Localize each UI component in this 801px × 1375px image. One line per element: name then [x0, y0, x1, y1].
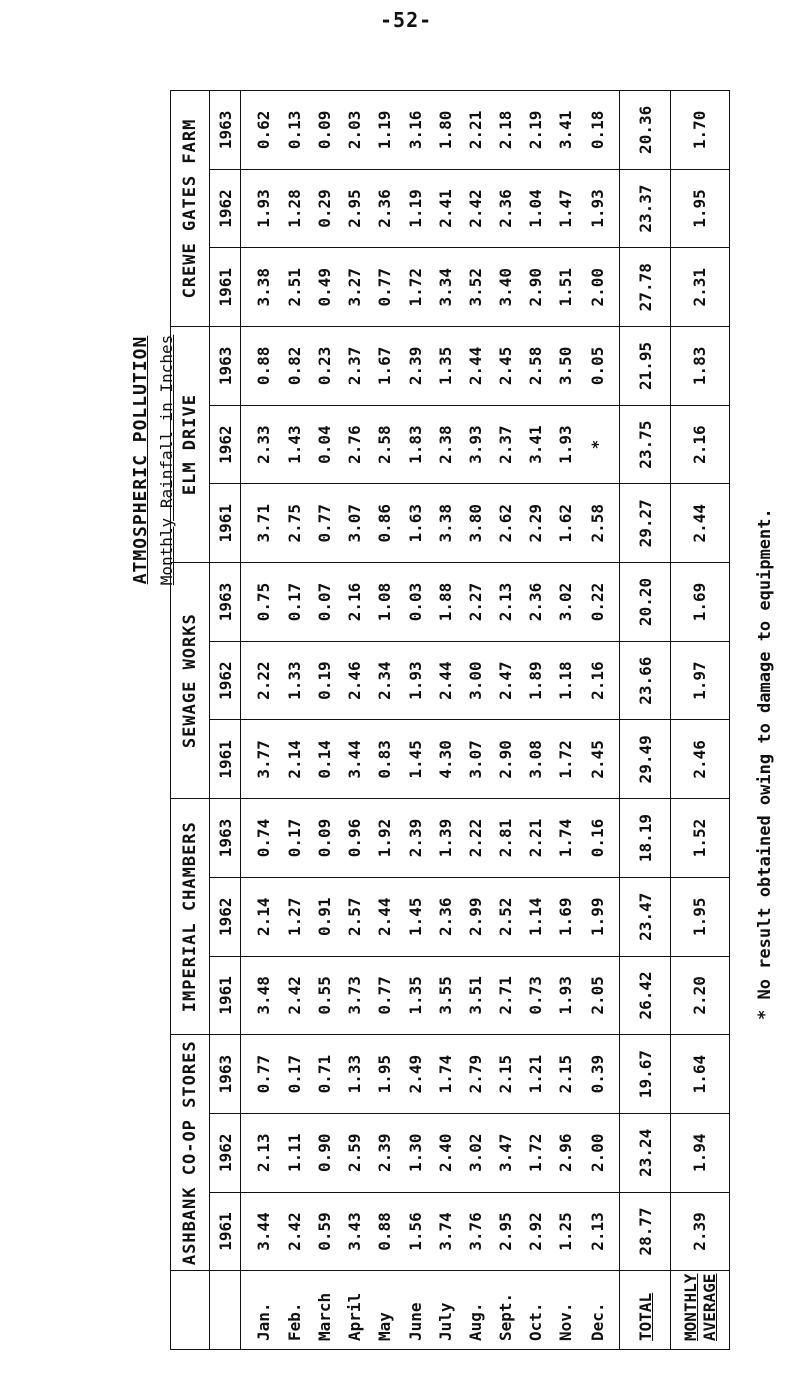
rainfall-cell: 2.21	[460, 91, 490, 170]
total-row	[620, 91, 671, 1350]
rainfall-cell: 3.07	[460, 720, 490, 799]
rainfall-cell: 0.17	[280, 563, 310, 642]
rainfall-cell: 2.81	[490, 799, 520, 878]
station-header: ASHBANK CO-OP STORES	[171, 1035, 210, 1271]
rainfall-cell: 3.93	[460, 405, 490, 484]
rainfall-cell: 2.38	[430, 405, 460, 484]
total-cell: 20.36	[620, 91, 671, 170]
rainfall-cell: 2.52	[490, 877, 520, 956]
rainfall-cell: 3.40	[490, 248, 520, 327]
table-row	[370, 91, 400, 1350]
rainfall-cell: 2.36	[490, 169, 520, 248]
rainfall-cell: 2.41	[430, 169, 460, 248]
table-row	[551, 91, 581, 1350]
rainfall-cell: 2.36	[430, 877, 460, 956]
rainfall-cell: 2.51	[280, 248, 310, 327]
table-row	[460, 91, 490, 1350]
rainfall-cell: 1.99	[581, 877, 620, 956]
rainfall-cell: 0.23	[310, 327, 340, 406]
monthly-average-cell: 1.95	[670, 877, 729, 956]
rainfall-cell: 1.43	[280, 405, 310, 484]
monthly-average-cell: 2.20	[670, 956, 729, 1035]
rainfall-cell: 0.88	[241, 327, 280, 406]
rainfall-cell: 1.72	[400, 248, 430, 327]
monthly-average-cell: 1.83	[670, 327, 729, 406]
rainfall-cell: 0.71	[310, 1035, 340, 1114]
rainfall-cell: 2.22	[460, 799, 490, 878]
rainfall-cell: 0.91	[310, 877, 340, 956]
table-row	[241, 91, 280, 1350]
month-label: June	[400, 1271, 430, 1350]
rainfall-cell: 1.14	[521, 877, 551, 956]
rainfall-cell: 1.72	[521, 1113, 551, 1192]
rainfall-cell: 2.90	[521, 248, 551, 327]
rainfall-cell: 2.37	[490, 405, 520, 484]
rainfall-cell: 3.71	[241, 484, 280, 563]
rainfall-cell: 0.86	[370, 484, 400, 563]
rainfall-table	[170, 90, 730, 1350]
rainfall-cell: 0.17	[280, 799, 310, 878]
total-cell: 21.95	[620, 327, 671, 406]
rainfall-cell: 2.45	[581, 720, 620, 799]
table-row	[400, 91, 430, 1350]
rainfall-cell: 3.08	[521, 720, 551, 799]
rainfall-cell: 0.96	[340, 799, 370, 878]
station-header: ELM DRIVE	[171, 327, 210, 563]
rainfall-cell: 3.76	[460, 1192, 490, 1271]
rainfall-cell: 3.44	[241, 1192, 280, 1271]
rainfall-cell: 2.03	[340, 91, 370, 170]
rainfall-cell: 1.93	[551, 405, 581, 484]
rainfall-cell: 0.77	[241, 1035, 280, 1114]
rainfall-cell: 3.27	[340, 248, 370, 327]
rainfall-cell: 1.69	[551, 877, 581, 956]
rainfall-cell: 2.57	[340, 877, 370, 956]
total-cell: 19.67	[620, 1035, 671, 1114]
rainfall-cell: 1.19	[370, 91, 400, 170]
month-label: Feb.	[280, 1271, 310, 1350]
rainfall-cell: 0.18	[581, 91, 620, 170]
rainfall-table-container	[170, 90, 730, 1350]
rainfall-cell: 1.72	[551, 720, 581, 799]
monthly-average-cell: 2.44	[670, 484, 729, 563]
rainfall-cell: 2.15	[490, 1035, 520, 1114]
rainfall-cell: 1.08	[370, 563, 400, 642]
rainfall-cell: 1.45	[400, 877, 430, 956]
rainfall-cell: 2.42	[280, 1192, 310, 1271]
rainfall-cell: 2.13	[241, 1113, 280, 1192]
rainfall-cell: 1.88	[430, 563, 460, 642]
rainfall-cell: 0.09	[310, 91, 340, 170]
rainfall-cell: 1.35	[400, 956, 430, 1035]
table-row	[490, 91, 520, 1350]
month-label: Nov.	[551, 1271, 581, 1350]
rainfall-cell: 3.74	[430, 1192, 460, 1271]
rainfall-cell: 2.39	[400, 799, 430, 878]
rainfall-cell: 3.34	[430, 248, 460, 327]
table-row	[280, 91, 310, 1350]
rainfall-cell: 0.90	[310, 1113, 340, 1192]
rainfall-cell: 2.96	[551, 1113, 581, 1192]
rainfall-cell: 3.38	[430, 484, 460, 563]
station-header: CREWE GATES FARM	[171, 91, 210, 327]
station-header: IMPERIAL CHAMBERS	[171, 799, 210, 1035]
rainfall-cell: 2.39	[370, 1113, 400, 1192]
rainfall-cell: 3.02	[551, 563, 581, 642]
corner-cell	[210, 1271, 241, 1350]
rainfall-cell: 0.82	[280, 327, 310, 406]
table-row	[521, 91, 551, 1350]
rainfall-cell: 2.36	[370, 169, 400, 248]
total-cell: 29.27	[620, 484, 671, 563]
rainfall-cell: 0.74	[241, 799, 280, 878]
rainfall-cell: 3.38	[241, 248, 280, 327]
rainfall-cell: 2.42	[280, 956, 310, 1035]
year-header: 1963	[210, 1035, 241, 1114]
rainfall-cell: 1.33	[280, 641, 310, 720]
monthly-average-cell: 1.52	[670, 799, 729, 878]
rainfall-cell: 1.18	[551, 641, 581, 720]
rainfall-cell: 1.33	[340, 1035, 370, 1114]
page-number: -52-	[380, 8, 433, 32]
rainfall-cell: 2.21	[521, 799, 551, 878]
rainfall-cell: 1.21	[521, 1035, 551, 1114]
rainfall-cell: 3.55	[430, 956, 460, 1035]
rainfall-cell: 2.16	[340, 563, 370, 642]
rainfall-cell: 2.44	[460, 327, 490, 406]
rainfall-cell: 0.73	[521, 956, 551, 1035]
rainfall-cell: 2.40	[430, 1113, 460, 1192]
rainfall-cell: 2.71	[490, 956, 520, 1035]
year-header: 1962	[210, 641, 241, 720]
year-header: 1963	[210, 91, 241, 170]
rainfall-cell: 2.44	[430, 641, 460, 720]
rainfall-cell: 2.18	[490, 91, 520, 170]
year-header: 1963	[210, 563, 241, 642]
rainfall-cell: 2.45	[490, 327, 520, 406]
rainfall-cell: 2.14	[280, 720, 310, 799]
station-header: SEWAGE WORKS	[171, 563, 210, 799]
monthly-average-cell: 2.31	[670, 248, 729, 327]
rainfall-cell: 3.73	[340, 956, 370, 1035]
month-label: Aug.	[460, 1271, 490, 1350]
rainfall-cell: 2.19	[521, 91, 551, 170]
rainfall-cell: 1.04	[521, 169, 551, 248]
rainfall-cell: 2.95	[490, 1192, 520, 1271]
rainfall-cell: 2.14	[241, 877, 280, 956]
rainfall-cell: 0.07	[310, 563, 340, 642]
rainfall-cell: 1.93	[400, 641, 430, 720]
rainfall-cell: 1.74	[551, 799, 581, 878]
rainfall-cell: 0.22	[581, 563, 620, 642]
monthly-average-cell: 2.46	[670, 720, 729, 799]
year-header: 1961	[210, 956, 241, 1035]
month-label: May	[370, 1271, 400, 1350]
total-cell: 23.66	[620, 641, 671, 720]
rainfall-cell: 1.30	[400, 1113, 430, 1192]
rainfall-cell: 2.99	[460, 877, 490, 956]
month-label: March	[310, 1271, 340, 1350]
total-cell: 27.78	[620, 248, 671, 327]
rainfall-cell: 2.76	[340, 405, 370, 484]
monthly-average-cell: 1.94	[670, 1113, 729, 1192]
rainfall-cell: 2.36	[521, 563, 551, 642]
rainfall-cell: 2.15	[551, 1035, 581, 1114]
rainfall-cell: 0.03	[400, 563, 430, 642]
rainfall-cell: 0.77	[370, 248, 400, 327]
rainfall-cell: 0.83	[370, 720, 400, 799]
rainfall-cell: 2.27	[460, 563, 490, 642]
rainfall-cell: 2.44	[370, 877, 400, 956]
rainfall-cell: 0.55	[310, 956, 340, 1035]
rainfall-cell: 2.42	[460, 169, 490, 248]
monthly-average-cell: 2.39	[670, 1192, 729, 1271]
rainfall-cell: 0.62	[241, 91, 280, 170]
month-label: July	[430, 1271, 460, 1350]
rainfall-cell: 0.77	[310, 484, 340, 563]
table-row	[340, 91, 370, 1350]
rainfall-cell: 2.37	[340, 327, 370, 406]
rainfall-cell: 2.13	[490, 563, 520, 642]
rainfall-cell: 1.62	[551, 484, 581, 563]
rainfall-cell: 1.89	[521, 641, 551, 720]
monthly-average-cell: 1.70	[670, 91, 729, 170]
rainfall-cell: 2.79	[460, 1035, 490, 1114]
total-cell: 20.20	[620, 563, 671, 642]
rainfall-cell: 3.16	[400, 91, 430, 170]
rainfall-cell: 0.77	[370, 956, 400, 1035]
year-header: 1962	[210, 877, 241, 956]
rainfall-cell: 3.52	[460, 248, 490, 327]
total-cell: 23.47	[620, 877, 671, 956]
rainfall-cell: 2.05	[581, 956, 620, 1035]
total-cell: 26.42	[620, 956, 671, 1035]
rainfall-cell: 2.59	[340, 1113, 370, 1192]
rainfall-cell: 1.67	[370, 327, 400, 406]
rainfall-cell: *	[581, 405, 620, 484]
rainfall-cell: 3.43	[340, 1192, 370, 1271]
year-header: 1961	[210, 248, 241, 327]
rainfall-cell: 3.44	[340, 720, 370, 799]
year-header: 1963	[210, 799, 241, 878]
rainfall-cell: 1.95	[370, 1035, 400, 1114]
year-header: 1962	[210, 1113, 241, 1192]
year-header: 1962	[210, 169, 241, 248]
rainfall-cell: 1.19	[400, 169, 430, 248]
rainfall-cell: 3.80	[460, 484, 490, 563]
rainfall-cell: 0.05	[581, 327, 620, 406]
year-header: 1963	[210, 327, 241, 406]
rainfall-cell: 1.25	[551, 1192, 581, 1271]
monthly-average-cell: 1.69	[670, 563, 729, 642]
total-cell: 23.37	[620, 169, 671, 248]
rainfall-cell: 2.13	[581, 1192, 620, 1271]
rainfall-cell: 3.77	[241, 720, 280, 799]
rainfall-cell: 2.95	[340, 169, 370, 248]
table-row	[581, 91, 620, 1350]
rainfall-cell: 1.63	[400, 484, 430, 563]
total-cell: 23.75	[620, 405, 671, 484]
rainfall-cell: 2.33	[241, 405, 280, 484]
monthly-average-cell: 1.64	[670, 1035, 729, 1114]
rainfall-cell: 1.45	[400, 720, 430, 799]
month-label: Oct.	[521, 1271, 551, 1350]
rainfall-cell: 0.14	[310, 720, 340, 799]
rainfall-cell: 1.74	[430, 1035, 460, 1114]
rainfall-cell: 1.11	[280, 1113, 310, 1192]
year-header: 1962	[210, 405, 241, 484]
rainfall-cell: 0.29	[310, 169, 340, 248]
rainfall-cell: 2.00	[581, 248, 620, 327]
table-row	[430, 91, 460, 1350]
rainfall-cell: 0.16	[581, 799, 620, 878]
corner-cell	[171, 1271, 210, 1350]
rainfall-cell: 2.58	[581, 484, 620, 563]
month-label: Sept.	[490, 1271, 520, 1350]
total-cell: 23.24	[620, 1113, 671, 1192]
rainfall-cell: 0.19	[310, 641, 340, 720]
total-label: TOTAL	[620, 1271, 671, 1350]
rainfall-cell: 4.30	[430, 720, 460, 799]
rainfall-cell: 1.27	[280, 877, 310, 956]
rainfall-cell: 2.62	[490, 484, 520, 563]
rainfall-cell: 3.50	[551, 327, 581, 406]
year-header: 1961	[210, 720, 241, 799]
rainfall-cell: 2.22	[241, 641, 280, 720]
rainfall-cell: 2.58	[370, 405, 400, 484]
rainfall-cell: 2.29	[521, 484, 551, 563]
rainfall-cell: 1.56	[400, 1192, 430, 1271]
monthly-average-cell: 2.16	[670, 405, 729, 484]
rainfall-cell: 2.47	[490, 641, 520, 720]
rainfall-cell: 2.16	[581, 641, 620, 720]
page-title: ATMOSPHERIC POLLUTION	[130, 335, 151, 585]
rainfall-cell: 3.00	[460, 641, 490, 720]
rainfall-cell: 2.39	[400, 327, 430, 406]
monthly-average-label: MONTHLY AVERAGE	[670, 1271, 729, 1350]
rainfall-cell: 3.41	[551, 91, 581, 170]
rainfall-cell: 2.49	[400, 1035, 430, 1114]
rainfall-cell: 1.93	[551, 956, 581, 1035]
page-subtitle: Monthly Rainfall in Inches	[157, 334, 176, 586]
rainfall-cell: 0.75	[241, 563, 280, 642]
rainfall-cell: 0.13	[280, 91, 310, 170]
rainfall-cell: 3.02	[460, 1113, 490, 1192]
rainfall-cell: 1.47	[551, 169, 581, 248]
rainfall-cell: 3.47	[490, 1113, 520, 1192]
rainfall-cell: 0.09	[310, 799, 340, 878]
year-header: 1961	[210, 1192, 241, 1271]
footnote: * No result obtained owing to damage to equipment.	[755, 508, 775, 1020]
rainfall-cell: 3.48	[241, 956, 280, 1035]
total-cell: 28.77	[620, 1192, 671, 1271]
monthly-average-cell: 1.97	[670, 641, 729, 720]
rainfall-cell: 3.07	[340, 484, 370, 563]
rainfall-cell: 2.46	[340, 641, 370, 720]
total-cell: 29.49	[620, 720, 671, 799]
rainfall-cell: 0.88	[370, 1192, 400, 1271]
rainfall-cell: 1.80	[430, 91, 460, 170]
total-cell: 18.19	[620, 799, 671, 878]
rainfall-cell: 1.93	[581, 169, 620, 248]
month-label: Jan.	[241, 1271, 280, 1350]
year-header: 1961	[210, 484, 241, 563]
rainfall-cell: 1.35	[430, 327, 460, 406]
rainfall-cell: 2.58	[521, 327, 551, 406]
table-row	[310, 91, 340, 1350]
rainfall-cell: 1.51	[551, 248, 581, 327]
month-label: Dec.	[581, 1271, 620, 1350]
rainfall-cell: 2.34	[370, 641, 400, 720]
rainfall-cell: 0.39	[581, 1035, 620, 1114]
rainfall-cell: 2.00	[581, 1113, 620, 1192]
monthly-average-row	[670, 91, 729, 1350]
rainfall-cell: 3.51	[460, 956, 490, 1035]
rainfall-cell: 1.93	[241, 169, 280, 248]
rainfall-cell: 2.92	[521, 1192, 551, 1271]
rainfall-cell: 1.92	[370, 799, 400, 878]
monthly-average-cell: 1.95	[670, 169, 729, 248]
rainfall-cell: 0.59	[310, 1192, 340, 1271]
rainfall-cell: 2.90	[490, 720, 520, 799]
rainfall-cell: 0.04	[310, 405, 340, 484]
month-label: April	[340, 1271, 370, 1350]
rainfall-cell: 0.17	[280, 1035, 310, 1114]
rainfall-cell: 1.83	[400, 405, 430, 484]
rainfall-cell: 1.39	[430, 799, 460, 878]
rainfall-cell: 1.28	[280, 169, 310, 248]
rainfall-cell: 0.49	[310, 248, 340, 327]
rainfall-cell: 2.75	[280, 484, 310, 563]
rainfall-cell: 3.41	[521, 405, 551, 484]
